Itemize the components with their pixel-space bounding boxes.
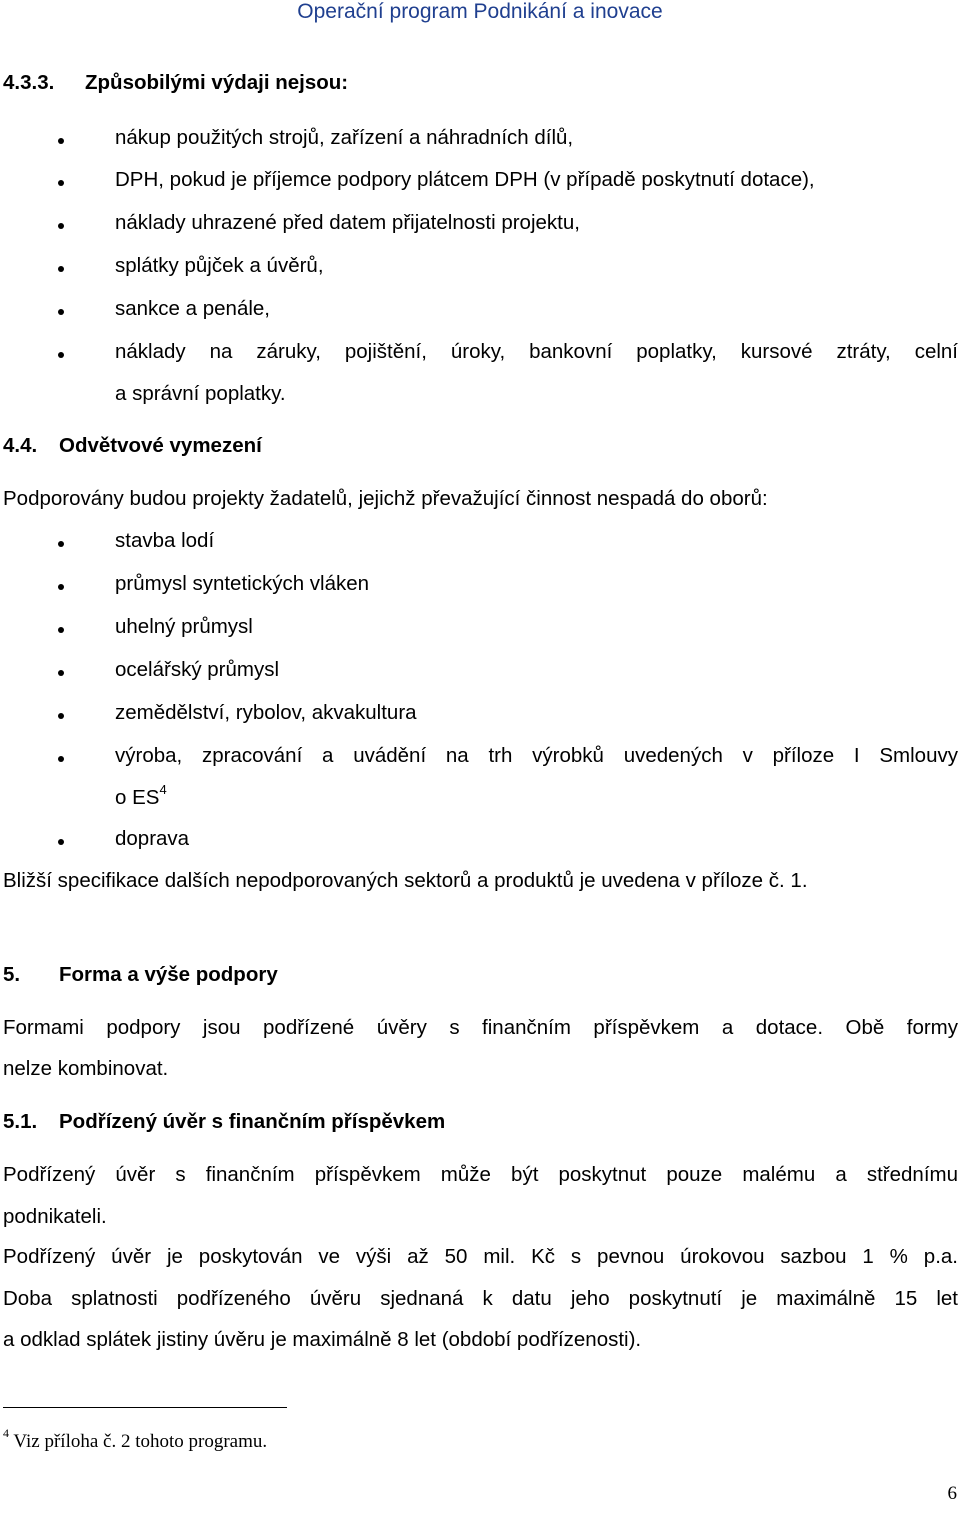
page-header: Operační program Podnikání a inovace (297, 0, 663, 23)
footnote-separator (3, 1407, 287, 1408)
list-item: splátky půjček a úvěrů, (115, 254, 324, 277)
paragraph-line: Doba splatnosti podřízeného úvěru sjednaná k datu jeho poskytnutí je maximálně 15 let (3, 1287, 958, 1310)
section-number: 4.3.3. (3, 71, 55, 94)
list-item: DPH, pokud je příjemce podpory plátcem DPH (v případě poskytnutí dotace), (115, 168, 815, 191)
footnote-text: Viz příloha č. 2 tohoto programu. (13, 1431, 268, 1452)
paragraph: Podporovány budou projekty žadatelů, jejichž převažující činnost nespadá do oborů: (3, 487, 768, 510)
section-number: 5.1. (3, 1110, 38, 1133)
bullet-icon (58, 756, 64, 762)
paragraph-line: Podřízený úvěr je poskytován ve výši až 50 mil. Kč s pevnou úrokovou sazbou 1 % p.a. (3, 1245, 958, 1268)
bullet-icon (58, 309, 64, 315)
bullet-icon (58, 266, 64, 272)
section-number: 4.4. (3, 434, 38, 457)
list-item: výroba, zpracování a uvádění na trh výrobků uvedených v příloze I Smlouvy (115, 744, 958, 767)
footnote-marker: 4 (3, 1426, 9, 1440)
list-item: průmysl syntetických vláken (115, 572, 370, 595)
paragraph-line: Podřízený úvěr s finančním příspěvkem může být poskytnut pouze malému a střednímu (3, 1163, 958, 1186)
paragraph-line: Formami podpory jsou podřízené úvěry s finančním příspěvkem a dotace. Obě formy (3, 1016, 958, 1039)
footnote (3, 1426, 268, 1453)
paragraph-line: podnikateli. (3, 1205, 107, 1228)
list-item-text: o ES (115, 786, 160, 809)
footnote-ref: 4 (159, 782, 167, 797)
bullet-icon (58, 541, 64, 547)
section-title: Podřízený úvěr s finančním příspěvkem (59, 1110, 446, 1133)
bullet-icon (58, 138, 64, 144)
list-item: nákup použitých strojů, zařízení a náhradních dílů, (115, 126, 574, 149)
bullet-icon (58, 352, 64, 358)
list-item-continuation: a správní poplatky. (115, 382, 286, 405)
list-item: uhelný průmysl (115, 615, 253, 638)
list-item: náklady na záruky, pojištění, úroky, bankovní poplatky, kursové ztráty, celní (115, 340, 958, 363)
bullet-icon (58, 180, 64, 186)
list-item: stavba lodí (115, 529, 215, 552)
page-number: 6 (947, 1483, 957, 1504)
bullet-icon (58, 839, 64, 845)
bullet-icon (58, 584, 64, 590)
bullet-icon (58, 713, 64, 719)
section-heading-5 (3, 963, 278, 987)
section-heading-4-4 (3, 434, 262, 458)
list-item: zemědělství, rybolov, akvakultura (115, 701, 417, 724)
section-number: 5. (3, 963, 21, 986)
section-heading-4-3-3 (3, 71, 348, 95)
list-item: náklady uhrazené před datem přijatelnosti projektu, (115, 211, 580, 234)
paragraph-line: nelze kombinovat. (3, 1057, 169, 1080)
bullet-icon (58, 223, 64, 229)
paragraph: Bližší specifikace dalších nepodporovaných sektorů a produktů je uvedena v příloze č. 1. (3, 869, 808, 892)
section-heading-5-1 (3, 1110, 445, 1134)
bullet-icon (58, 627, 64, 633)
list-item: sankce a penále, (115, 297, 271, 320)
bullet-icon (58, 670, 64, 676)
list-item-continuation (115, 782, 167, 810)
section-title: Způsobilými výdaji nejsou: (85, 71, 349, 94)
paragraph-line: a odklad splátek jistiny úvěru je maximálně 8 let (období podřízenosti). (3, 1328, 642, 1351)
list-item: doprava (115, 827, 190, 850)
section-title: Forma a výše podpory (59, 963, 278, 986)
list-item: ocelářský průmysl (115, 658, 280, 681)
section-title: Odvětvové vymezení (59, 434, 262, 457)
